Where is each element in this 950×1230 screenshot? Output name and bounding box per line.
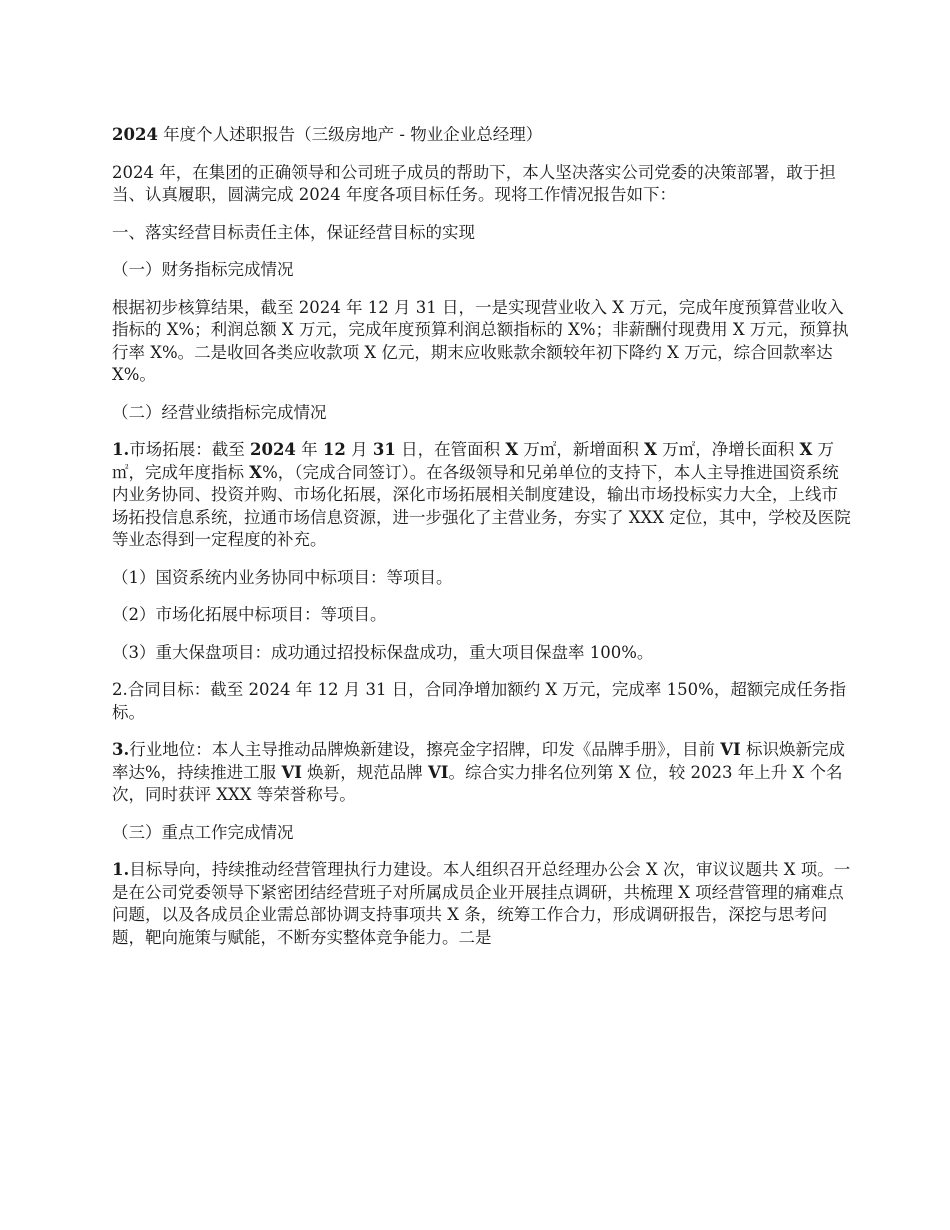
list-item-1: （1）国资系统内业务协同中标项目：等项目。 bbox=[112, 567, 453, 587]
market-text: 市场拓展：截至 bbox=[129, 440, 250, 459]
report-title bbox=[112, 124, 852, 147]
subsection-heading-financial: （一）财务指标完成情况 bbox=[112, 260, 294, 279]
title-text: 年度个人述职报告（三级房地产 - 物业企业总经理） bbox=[157, 125, 543, 144]
market-bold: X bbox=[644, 440, 657, 459]
title-year: 2024 bbox=[112, 125, 158, 144]
list-item-2: （2）市场化拓展中标项目：等项目。 bbox=[112, 605, 387, 624]
industry-text: 行业地位：本人主导推动品牌焕新建设，擦亮金字招牌，印发《品牌手册》，目前 bbox=[129, 740, 721, 759]
market-bold: 2024 bbox=[249, 440, 296, 459]
market-bold: X bbox=[249, 462, 263, 482]
industry-num: 3. bbox=[112, 740, 130, 759]
financial-paragraph: 根据初步核算结果，截至 2024 年 12 月 31 日，一是实现营业收入 X 万元，完成年度预算营业收入指标的 X%；利润总额 X 万元，完成年度预算利润总额指标的 X%；非薪酬付现费用 X 万元，预算执行率 X%。二是收回各类应收款项 X 亿元，期末应收账款余额较年初下降约 X 万元，综合回款率达 X%。 bbox=[112, 297, 849, 384]
industry-bold: VI bbox=[281, 762, 302, 782]
market-text: 月 bbox=[345, 440, 373, 459]
market-text: 日，在管面积 bbox=[395, 440, 506, 459]
industry-text: 标识焕新完成率达%，持续推进工服 bbox=[112, 740, 846, 782]
market-num: 1. bbox=[112, 440, 130, 459]
market-text: 万㎡，净增长面积 bbox=[656, 440, 800, 459]
market-text: 年 bbox=[295, 440, 323, 459]
key-work-paragraph bbox=[112, 859, 852, 949]
industry-text: 焕新，规范品牌 bbox=[301, 762, 428, 782]
market-bold: X bbox=[505, 440, 519, 459]
report-document bbox=[112, 124, 852, 964]
industry-bold: VI bbox=[427, 762, 449, 782]
market-text: 万㎡，新增面积 bbox=[518, 440, 645, 459]
market-bold: 12 bbox=[322, 440, 346, 459]
market-text: 万㎡，完成年度指标 bbox=[112, 440, 835, 482]
industry-bold: VI bbox=[720, 740, 741, 759]
subsection-heading-key-work: （三）重点工作完成情况 bbox=[112, 822, 294, 842]
intro-paragraph: 2024 年，在集团的正确领导和公司班子成员的帮助下，本人坚决落实公司党委的决策部署，敢于担当、认真履职，圆满完成 2024 年度各项目标任务。现将工作情况报告如下： bbox=[112, 162, 836, 204]
market-bold: X bbox=[799, 440, 813, 459]
list-item-3: （3）重大保盘项目：成功通过招投标保盘成功，重大项目保盘率 100%。 bbox=[112, 642, 654, 662]
key-text: 目标导向，持续推动经营管理执行力建设。本人组织召开总经理办公会 X 次，审议议题共 X 项。一是在公司党委领导下紧密团结经营班子对所属成员企业开展挂点调研，共梳理 X 项经营管理的痛难点问题，以及各成员企业需总部协调支持事项共 X 条，统筹工作合力，形成调研报告，深挖与思考问题，靶向施策与赋能，不断夯实整体竞争能力。二是 bbox=[112, 860, 851, 947]
industry-text: 。综合实力排名位列第 X 位，较 2023 年上升 X 个名次，同时获评 XXX 等荣誉称号。 bbox=[112, 762, 843, 804]
market-bold: 31 bbox=[372, 440, 396, 459]
market-text: %，（完成合同签订）。在各级领导和兄弟单位的支持下，本人主导推进国资系统内业务协同、投资并购、市场化拓展，深化市场拓展相关制度建设，输出市场投标实力大全，上线市场拓投信息系统，拉通市场信息资源，进一步强化了主营业务，夯实了 XXX 定位，其中，学校及医院等业态得到一定程度的补充。 bbox=[112, 462, 851, 549]
market-expansion-paragraph bbox=[112, 439, 852, 552]
industry-paragraph bbox=[112, 739, 852, 807]
subsection-heading-performance: （二）经营业绩指标完成情况 bbox=[112, 402, 327, 422]
key-num: 1. bbox=[112, 860, 130, 879]
contract-paragraph: 2.合同目标：截至 2024 年 12 月 31 日，合同净增加额约 X 万元，完成率 150%，超额完成任务指标。 bbox=[112, 680, 846, 722]
section-heading-1: 一、落实经营目标责任主体，保证经营目标的实现 bbox=[112, 222, 475, 242]
